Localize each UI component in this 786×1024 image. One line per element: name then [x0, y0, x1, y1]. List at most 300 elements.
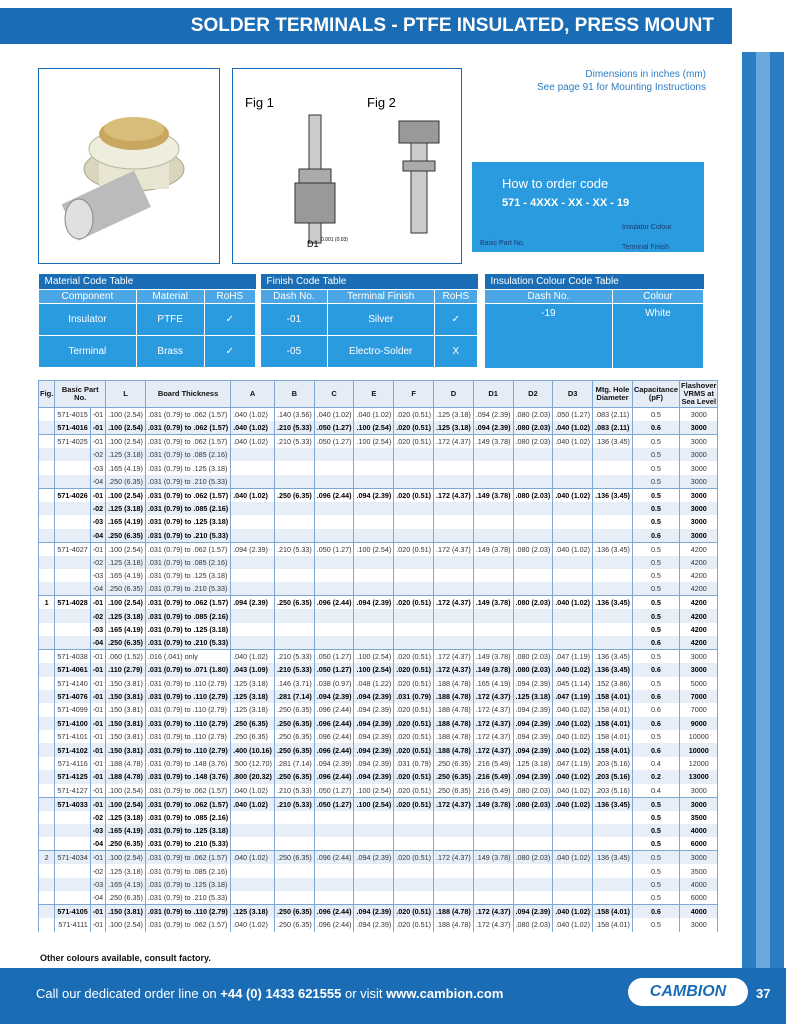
- table-cell: .100 (2.54): [106, 488, 146, 502]
- table-cell: 0.5: [632, 435, 679, 449]
- table-cell: [593, 609, 633, 622]
- table-cell: .031 (0.79) to .210 (5.33): [145, 837, 230, 851]
- table-cell: [39, 650, 55, 664]
- table-cell: .216 (5.49): [473, 770, 513, 783]
- table-cell: [354, 824, 394, 837]
- table-cell: [314, 461, 354, 474]
- table-cell: 571-4038: [55, 650, 90, 664]
- table-cell: [274, 811, 314, 824]
- table-cell: -01: [90, 690, 105, 703]
- table-cell: [394, 878, 434, 891]
- table-cell: [473, 475, 513, 489]
- table-cell: [513, 864, 553, 877]
- table-cell: [593, 502, 633, 515]
- table-cell: [274, 837, 314, 851]
- table-cell: [231, 864, 275, 877]
- table-cell: -02: [90, 448, 105, 461]
- table-cell: -01: [90, 421, 105, 435]
- table-cell: .216 (5.49): [473, 757, 513, 770]
- table-cell: .136 (3.45): [593, 542, 633, 556]
- table-cell: .031 (0.79) to .210 (5.33): [145, 475, 230, 489]
- table-cell: .149 (3.78): [473, 435, 513, 449]
- table-cell: .188 (4.78): [106, 770, 146, 783]
- table-cell: .250 (6.35): [274, 743, 314, 756]
- table-cell: 3000: [680, 421, 718, 435]
- table-cell: 3500: [680, 864, 718, 877]
- table-cell: 0.5: [632, 596, 679, 610]
- table-cell: .100 (2.54): [354, 650, 394, 664]
- table-cell: [231, 569, 275, 582]
- table-cell: .040 (1.02): [553, 542, 593, 556]
- table-cell: 4200: [680, 582, 718, 596]
- table-cell: .094 (2.39): [354, 488, 394, 502]
- table-cell: 571-4101: [55, 730, 90, 743]
- table-cell: 7000: [680, 703, 718, 716]
- table-cell: 3000: [680, 784, 718, 798]
- table-row: [39, 408, 718, 422]
- table-cell: [39, 582, 55, 596]
- table-cell: 0.5: [632, 918, 679, 931]
- table-cell: [39, 743, 55, 756]
- table-cell: .031 (0.79) to .125 (3.18): [145, 824, 230, 837]
- table-cell: [39, 569, 55, 582]
- table-cell: [354, 878, 394, 891]
- table-cell: [39, 757, 55, 770]
- table-cell: [593, 475, 633, 489]
- table-cell: [593, 891, 633, 905]
- table-cell: .094 (2.39): [354, 851, 394, 865]
- header: [0, 0, 786, 52]
- table-cell: [39, 421, 55, 435]
- table-cell: 4000: [680, 905, 718, 919]
- table-cell: .020 (0.51): [394, 717, 434, 730]
- table-cell: .158 (4.01): [593, 703, 633, 716]
- table-cell: .188 (4.78): [434, 918, 474, 931]
- table-cell: [553, 556, 593, 569]
- table-cell: .110 (2.79): [106, 663, 146, 676]
- table-cell: .040 (1.02): [553, 596, 593, 610]
- table-cell: 0.5: [632, 408, 679, 422]
- table-cell: .172 (4.37): [473, 905, 513, 919]
- table-row: [39, 891, 718, 905]
- table-cell: 0.5: [632, 488, 679, 502]
- table-cell: [274, 475, 314, 489]
- table-cell: 0.6: [632, 636, 679, 650]
- table-cell: [55, 461, 90, 474]
- table-cell: .083 (2.11): [593, 421, 633, 435]
- table-cell: [354, 609, 394, 622]
- table-cell: [394, 636, 434, 650]
- table-cell: .031 (0.79) to .110 (2.79): [145, 730, 230, 743]
- table-cell: .040 (1.02): [553, 663, 593, 676]
- table-cell: .031 (0.79) to .125 (3.18): [145, 623, 230, 636]
- table-cell: 4200: [680, 569, 718, 582]
- table-cell: .020 (0.51): [394, 703, 434, 716]
- table-cell: .094 (2.39): [354, 770, 394, 783]
- table-cell: [394, 502, 434, 515]
- table-row: [39, 797, 718, 811]
- table-cell: 571-4025: [55, 435, 90, 449]
- table-cell: .094 (2.39): [354, 905, 394, 919]
- table-cell: .094 (2.39): [354, 730, 394, 743]
- table-cell: .125 (3.18): [106, 864, 146, 877]
- table-cell: .146 (3.71): [274, 677, 314, 690]
- table-cell: .158 (4.01): [593, 905, 633, 919]
- table-cell: [231, 824, 275, 837]
- table-cell: 5000: [680, 677, 718, 690]
- table-cell: [231, 891, 275, 905]
- table-cell: [55, 556, 90, 569]
- table-cell: .150 (3.81): [106, 703, 146, 716]
- finish-table: Finish Code Table Dash No. Terminal Finish RoHS -01 Silver ✓ -05 Electro-Solder X: [260, 274, 478, 368]
- table-cell: .048 (1.22): [354, 677, 394, 690]
- table-cell: .172 (4.37): [434, 488, 474, 502]
- table-cell: [55, 864, 90, 877]
- table-cell: -01: [90, 596, 105, 610]
- table-cell: [55, 475, 90, 489]
- table-cell: [39, 475, 55, 489]
- table-cell: 0.4: [632, 784, 679, 798]
- table-row: [39, 529, 718, 543]
- table-cell: .250 (6.35): [274, 596, 314, 610]
- table-cell: .125 (3.18): [106, 609, 146, 622]
- table-cell: [473, 461, 513, 474]
- table-cell: 9000: [680, 717, 718, 730]
- table-cell: -01: [90, 542, 105, 556]
- table-cell: .031 (0.79) to .125 (3.18): [145, 569, 230, 582]
- table-cell: 3000: [680, 435, 718, 449]
- table-cell: .150 (3.81): [106, 690, 146, 703]
- table-cell: [593, 569, 633, 582]
- table-cell: .094 (2.39): [513, 703, 553, 716]
- table-cell: .020 (0.51): [394, 730, 434, 743]
- table-cell: [314, 609, 354, 622]
- table-cell: [39, 542, 55, 556]
- table-cell: .100 (2.54): [106, 784, 146, 798]
- table-cell: .250 (6.35): [231, 717, 275, 730]
- table-cell: [39, 677, 55, 690]
- table-cell: -01: [90, 905, 105, 919]
- table-cell: .250 (6.35): [106, 582, 146, 596]
- table-cell: [231, 448, 275, 461]
- table-cell: [473, 609, 513, 622]
- table-cell: .047 (1.19): [553, 757, 593, 770]
- table-cell: .210 (5.33): [274, 421, 314, 435]
- table-cell: [394, 529, 434, 543]
- table-row: [39, 690, 718, 703]
- table-cell: .136 (3.45): [593, 851, 633, 865]
- table-cell: .031 (0.79) to .085 (2.16): [145, 811, 230, 824]
- table-row: [39, 556, 718, 569]
- table-cell: 571-4026: [55, 488, 90, 502]
- table-cell: -01: [90, 703, 105, 716]
- table-cell: 4200: [680, 596, 718, 610]
- table-cell: [274, 864, 314, 877]
- table-cell: .031 (0.79) to .085 (2.16): [145, 448, 230, 461]
- table-cell: .096 (2.44): [314, 918, 354, 931]
- table-cell: .031 (0.79) to .110 (2.79): [145, 717, 230, 730]
- table-cell: 0.5: [632, 878, 679, 891]
- table-row: [39, 703, 718, 716]
- table-cell: .281 (7.14): [274, 757, 314, 770]
- table-cell: 0.5: [632, 502, 679, 515]
- table-cell: .040 (1.02): [231, 435, 275, 449]
- table-cell: [434, 582, 474, 596]
- table-row: [39, 569, 718, 582]
- table-cell: [354, 582, 394, 596]
- table-cell: [39, 703, 55, 716]
- table-cell: -04: [90, 837, 105, 851]
- table-cell: .100 (2.54): [106, 918, 146, 931]
- table-cell: [394, 569, 434, 582]
- table-cell: .149 (3.78): [473, 851, 513, 865]
- table-cell: .094 (2.39): [473, 421, 513, 435]
- table-cell: .038 (0.97): [314, 677, 354, 690]
- table-cell: .031 (0.79) to .085 (2.16): [145, 556, 230, 569]
- table-cell: [274, 636, 314, 650]
- table-cell: .020 (0.51): [394, 770, 434, 783]
- table-row: [39, 811, 718, 824]
- dimension-diagram: [232, 68, 462, 264]
- table-cell: 571-4116: [55, 757, 90, 770]
- table-cell: [274, 448, 314, 461]
- table-cell: .040 (1.02): [553, 703, 593, 716]
- table-cell: [314, 569, 354, 582]
- table-cell: .100 (2.54): [354, 784, 394, 798]
- table-cell: 571-4016: [55, 421, 90, 435]
- page-number: 37: [756, 986, 771, 1001]
- table-cell: 0.6: [632, 703, 679, 716]
- table-cell: -01: [90, 408, 105, 422]
- table-cell: [593, 878, 633, 891]
- table-cell: -01: [90, 784, 105, 798]
- table-cell: [473, 623, 513, 636]
- table-row: [39, 609, 718, 622]
- table-cell: [513, 811, 553, 824]
- table-cell: 571-4140: [55, 677, 90, 690]
- table-cell: .094 (2.39): [513, 770, 553, 783]
- table-cell: 10000: [680, 743, 718, 756]
- table-cell: .031 (0.79) to .110 (2.79): [145, 690, 230, 703]
- table-cell: -03: [90, 515, 105, 528]
- table-cell: .045 (1.14): [553, 677, 593, 690]
- table-cell: 0.5: [632, 461, 679, 474]
- table-cell: .031 (0.79) to .062 (1.57): [145, 542, 230, 556]
- table-cell: [593, 582, 633, 596]
- table-cell: .031 (0.79) to .210 (5.33): [145, 891, 230, 905]
- table-cell: 4200: [680, 542, 718, 556]
- table-cell: .020 (0.51): [394, 421, 434, 435]
- table-cell: [314, 636, 354, 650]
- table-cell: [55, 811, 90, 824]
- table-cell: -03: [90, 878, 105, 891]
- table-cell: .281 (7.14): [274, 690, 314, 703]
- table-cell: .031 (0.79) to .110 (2.79): [145, 677, 230, 690]
- table-cell: [593, 636, 633, 650]
- table-cell: .250 (6.35): [274, 730, 314, 743]
- table-cell: .031 (0.79) to .062 (1.57): [145, 596, 230, 610]
- table-cell: .250 (6.35): [274, 717, 314, 730]
- table-cell: .094 (2.39): [354, 757, 394, 770]
- website-link[interactable]: www.cambion.com: [386, 986, 504, 1001]
- table-cell: .080 (2.03): [513, 542, 553, 556]
- table-cell: 0.5: [632, 851, 679, 865]
- table-cell: [473, 878, 513, 891]
- table-cell: [434, 824, 474, 837]
- table-cell: [39, 837, 55, 851]
- table-cell: .040 (1.02): [553, 743, 593, 756]
- table-cell: [55, 515, 90, 528]
- table-cell: -01: [90, 770, 105, 783]
- table-row: [39, 730, 718, 743]
- table-cell: [274, 461, 314, 474]
- table-cell: .125 (3.18): [231, 905, 275, 919]
- table-cell: .080 (2.03): [513, 596, 553, 610]
- table-cell: .100 (2.54): [106, 851, 146, 865]
- table-cell: [314, 582, 354, 596]
- table-cell: [473, 569, 513, 582]
- table-cell: [473, 529, 513, 543]
- table-cell: 571-4028: [55, 596, 90, 610]
- table-cell: .125 (3.18): [106, 556, 146, 569]
- side-stripe: [770, 0, 784, 1024]
- table-cell: .165 (4.19): [106, 461, 146, 474]
- table-cell: .125 (3.18): [513, 690, 553, 703]
- table-cell: [314, 891, 354, 905]
- d1-label: D1: [307, 239, 319, 249]
- table-cell: [434, 502, 474, 515]
- table-cell: 4200: [680, 623, 718, 636]
- table-cell: .096 (2.44): [314, 717, 354, 730]
- table-cell: [553, 529, 593, 543]
- table-cell: 0.5: [632, 891, 679, 905]
- table-cell: [593, 623, 633, 636]
- table-cell: -01: [90, 677, 105, 690]
- table-cell: 4200: [680, 556, 718, 569]
- table-cell: .125 (3.18): [231, 677, 275, 690]
- table-cell: [314, 878, 354, 891]
- table-cell: -04: [90, 582, 105, 596]
- table-cell: .149 (3.78): [473, 488, 513, 502]
- table-row: [39, 461, 718, 474]
- table-cell: [553, 864, 593, 877]
- table-cell: [39, 448, 55, 461]
- table-cell: .100 (2.54): [354, 663, 394, 676]
- table-row: [39, 421, 718, 435]
- order-code-box: How to order code 571 - 4XXX - XX - XX - 19 Insulator Colour Basic Part No. Terminal Finish: [472, 162, 704, 262]
- fig2-label: Fig 2: [367, 95, 396, 110]
- table-row: [39, 515, 718, 528]
- table-cell: [513, 556, 553, 569]
- table-cell: [394, 811, 434, 824]
- table-cell: [553, 623, 593, 636]
- table-cell: [513, 824, 553, 837]
- table-cell: -02: [90, 609, 105, 622]
- table-cell: [39, 905, 55, 919]
- table-cell: 0.2: [632, 770, 679, 783]
- table-cell: .080 (2.03): [513, 421, 553, 435]
- table-cell: .047 (1.19): [553, 650, 593, 664]
- table-cell: .140 (3.56): [274, 408, 314, 422]
- table-cell: [593, 529, 633, 543]
- product-photo: [38, 68, 220, 264]
- table-cell: [39, 529, 55, 543]
- table-cell: .040 (1.02): [354, 408, 394, 422]
- table-cell: .188 (4.78): [434, 743, 474, 756]
- table-cell: .080 (2.03): [513, 435, 553, 449]
- table-cell: .050 (1.27): [553, 408, 593, 422]
- table-row: [39, 488, 718, 502]
- table-cell: [314, 824, 354, 837]
- table-cell: .250 (6.35): [106, 636, 146, 650]
- table-cell: .250 (6.35): [106, 891, 146, 905]
- table-cell: .094 (2.39): [231, 542, 275, 556]
- table-cell: [354, 556, 394, 569]
- table-cell: .031 (0.79) to .062 (1.57): [145, 408, 230, 422]
- table-cell: [593, 556, 633, 569]
- table-row: [39, 435, 718, 449]
- table-cell: [231, 636, 275, 650]
- table-cell: 571-4061: [55, 663, 90, 676]
- table-cell: [314, 529, 354, 543]
- table-cell: [39, 461, 55, 474]
- table-cell: 0.5: [632, 542, 679, 556]
- table-cell: .031 (0.79) to .085 (2.16): [145, 864, 230, 877]
- table-cell: [274, 515, 314, 528]
- table-cell: 571-4027: [55, 542, 90, 556]
- table-cell: .031 (0.79) to .062 (1.57): [145, 797, 230, 811]
- table-cell: .100 (2.54): [106, 435, 146, 449]
- table-cell: [231, 811, 275, 824]
- table-cell: [314, 837, 354, 851]
- table-cell: [39, 918, 55, 931]
- table-cell: [434, 475, 474, 489]
- table-cell: .250 (6.35): [106, 529, 146, 543]
- table-cell: [231, 609, 275, 622]
- table-cell: 0.6: [632, 529, 679, 543]
- table-cell: .125 (3.18): [106, 448, 146, 461]
- table-cell: .031 (0.79): [394, 757, 434, 770]
- table-cell: [593, 448, 633, 461]
- table-cell: .031 (0.79) to .062 (1.57): [145, 918, 230, 931]
- table-cell: .031 (0.79) to .085 (2.16): [145, 502, 230, 515]
- table-cell: .031 (0.79) to .110 (2.79): [145, 905, 230, 919]
- table-cell: [434, 811, 474, 824]
- table-cell: .188 (4.78): [434, 905, 474, 919]
- table-cell: [314, 556, 354, 569]
- table-cell: 0.5: [632, 677, 679, 690]
- table-cell: 13000: [680, 770, 718, 783]
- table-cell: 3500: [680, 811, 718, 824]
- table-cell: [434, 636, 474, 650]
- table-cell: [314, 448, 354, 461]
- table-cell: [513, 502, 553, 515]
- table-cell: -01: [90, 851, 105, 865]
- table-cell: [434, 515, 474, 528]
- table-cell: .188 (4.78): [434, 677, 474, 690]
- table-cell: [593, 837, 633, 851]
- table-cell: .020 (0.51): [394, 797, 434, 811]
- table-cell: .080 (2.03): [513, 408, 553, 422]
- table-cell: 12000: [680, 757, 718, 770]
- spec-table: Fig. Basic Part No. L Board Thickness A B C E F D D1 D2 D3 Mtg. Hole Diameter Capacitance (pF) Flashover VRMS at Sea Level 571-4015 -01 .100 (2.54) .031 (0.79) to .062 (1.57) .040 (1.02) .140 (3.56) .040 (1.02) .040 (1.02) .020 (0.51) .125 (3.18) .094 (2.39) .080 (2.03) .050 (1.27) .083 (2.11) 0.5 3000 571-4016 -01 .100 (2.54) .031 (0.79) to .062 (1.57) .040 (1.02) .210 (5.33) .050 (1.27) .100 (2.54) .020 (0.51) .125 (3.18) .094 (2.39) .080 (2.03) .040 (1.02) .083 (2.11) 0.6 3000 571-4025 -01 .100 (2.54) .031 (0.79) to .062 (1.57) .040 (1.02) .210 (5.33) .050 (1.27) .100 (2.54) .020 (0.51) .172 (4.37) .149 (3.78) .080 (2.03) .040 (1.02) .136 (3.45) 0.5 3000 -02 .125 (3.18) .031 (0.79) to .085 (2.16) 0.5 3000 -03 .165 (4.19) .031 (0.79) to .125 (3.18) 0.5 3000 -04 .250 (6.35) .031 (0.79) to .210 (5.33) 0.5 3000 571-4026 -01 .100 (2.54) .031 (0.79) to .062 (1.57) .040 (1.02) .250 (6.35) .096 (2.44) .094 (2.39) .020 (0.51) .172 (4.37) .149 (3.78) .080 (2.03) .040 (1.02) .136 (3.45) 0.5 3000 -02 .125 (3.18) .031 (0.79) to .085 (2.16) 0.5 3000 -03 .165 (4.19) .031 (0.79) to .125 (3.18) 0.5 3000 -04 .250 (6.35) .031 (0.79) to .210 (5.33) 0.6 3000 571-4027 -01 .100 (2.54) .031 (0.79) to .062 (1.57) .094 (2.39) .210 (5.33) .050 (1.27) .100 (2.54) .020 (0.51) .172 (4.37) .149 (3.78) .080 (2.03) .040 (1.02) .136 (3.45) 0.5 4200 -02 .125 (3.18) .031 (0.79) to .085 (2.16) 0.5 4200 -03 .165 (4.19) .031 (0.79) to .125 (3.18) 0.5 4200 -04 .250 (6.35) .031 (0.79) to .210 (5.33) 0.5 4200 1 571-4028 -01 .100 (2.54) .031 (0.79) to .062 (1.57) .094 (2.39) .250 (6.35) .096 (2.44) .094 (2.39) .020 (0.51) .172 (4.37) .149 (3.78) .080 (2.03) .040 (1.02) .136 (3.45) 0.5 4200 -02 .125 (3.18) .031 (0.79) to .085 (2.16) 0.5 4200 -03 .165 (4.19) .031 (0.79) to .125 (3.18) 0.5 4200 -04 .250 (6.35) .031 (0.79) to .210 (5.33) 0.6 4200 571-4038 -01 .060 (1.52) .016 (.041) only .040 (1.02) .210 (5.33) .050 (1.27) .100 (2.54) .020 (0.51) .172 (4.37) .149 (3.78) .080 (2.03) .047 (1.19) .136 (3.45) 0.5 3000 571-4061 -01 .110 (2.79) .031 (0.79) to .071 (1.80) .043 (1.09) .210 (5.33) .050 (1.27) .100 (2.54) .020 (0.51) .172 (4.37) .149 (3.78) .080 (2.03) .040 (1.02) .136 (3.45) 0.6 3000 571-4140 -01 .150 (3.81) .031 (0.79) to .110 (2.79) .125 (3.18) .146 (3.71) .038 (0.97) .048 (1.22) .020 (0.51) .188 (4.78) .165 (4.19) .094 (2.39) .045 (1.14) .152 (3.86) 0.5 5000 571-4076 -01 .150 (3.81) .031 (0.79) to .110 (2.79) .125 (3.18) .281 (7.14) .094 (2.39) .094 (2.39) .031 (0.79) .188 (4.78) .172 (4.37) .125 (3.18) .047 (1.19) .158 (4.01) 0.6 7000 571-4099 -01 .150 (3.81) .031 (0.79) to .110 (2.79) .125 (3.18) .250 (6.35) .096 (2.44) .094 (2.39) .020 (0.51) .188 (4.78) .172 (4.37) .094 (2.39) .040 (1.02) .158 (4.01) 0.6 7000 571-4100 -01 .150 (3.81) .031 (0.79) to .110 (2.79) .250 (6.35) .250 (6.35) .096 (2.44) .094 (2.39) .020 (0.51) .188 (4.78) .172 (4.37) .094 (2.39) .040 (1.02) .158 (4.01) 0.6 9000 571-4101 -01 .150 (3.81) .031 (0.79) to .110 (2.79) .250 (6.35) .250 (6.35) .096 (2.44) .094 (2.39) .020 (0.51) .188 (4.78) .172 (4.37) .094 (2.39) .040 (1.02) .158 (4.01) 0.5 10000 571-4102 -01 .150 (3.81) .031 (0.79) to .110 (2.79) .400 (10.16) .250 (6.35) .096 (2.44) .094 (2.39) .020 (0.51) .188 (4.78) .172 (4.37) .094 (2.39) .040 (1.02) .158 (4.01) 0.6 10000 571-4116 -01 .188 (4.78) .031 (0.79) to .148 (3.76) .500 (12.70) .281 (7.14) .094 (2.39) .094 (2.39) .031 (0.79) .250 (6.35) .216 (5.49) .125 (3.18) .047 (1.19) .203 (5.16) 0.4 12000 571-4125 -01 .188 (4.78) .031 (0.79) to .148 (3.76) .800 (20.32) .250 (6.35) .096 (2.44) .094 (2.39) .020 (0.51) .250 (6.35) .216 (5.49) .094 (2.39) .040 (1.02) .203 (5.16) 0.2 13000 571-4127 -01 .100 (2.54) .031 (0.79) to .062 (1.57) .040 (1.02) .210 (5.33) .050 (1.27) .100 (2.54) .020 (0.51) .250 (6.35) .216 (5.49) .080 (2.03) .040 (1.02) .203 (5.16) 0.4 3000 571-4033 -01 .100 (2.54) .031 (0.79) to .062 (1.57) .040 (1.02) .210 (5.33) .050 (1.27) .100 (2.54) .020 (0.51) .172 (4.37) .149 (3.78) .080 (2.03) .040 (1.02) .136 (3.45) 0.5 3000 -02 .125 (3.18) .031 (0.79) to .085 (2.16) 0.5 3500 -03 .165 (4.19) .031 (0.79) to .125 (3.18) 0.5 4000 -04 .250 (6.35) .031 (0.79) to .210 (5.33) 0.5 6000 2 571-4034 -01 .100 (2.54) .031 (0.79) to .062 (1.57) .040 (1.02) .250 (6.35) .096 (2.44) .094 (2.39) .020 (0.51) .172 (4.37) .149 (3.78) .080 (2.03) .040 (1.02) .136 (3.45) 0.5 3000 -02 .125 (3.18) .031 (0.79) to .085 (2.16) 0.5 3500 -03 .165 (4.19) .031 (0.79) to .125 (3.18) 0.5 4000 -04 .250 (6.35) .031 (0.79) to .210 (5.33) 0.5 6000 571-4105 -01 .150 (3.81) .031 (0.79) to .110 (2.79) .125 (3.18) .250 (6.35) .096 (2.44) .094 (2.39) .020 (0.51) .188 (4.78) .172 (4.37) .094 (2.39) .040 (1.02) .158 (4.01) 0.6 4000 571-4111 -01 .100 (2.54) .031 (0.79) to .062 (1.57) .040 (1.02) .250 (6.35) .096 (2.44) .094 (2.39) .020 (0.51) .188 (4.78) .172 (4.37) .080 (2.03) .040 (1.02) .158 (4.01) 0.5 3000: [38, 380, 718, 932]
- table-cell: .031 (0.79) to .210 (5.33): [145, 636, 230, 650]
- table-cell: .172 (4.37): [473, 717, 513, 730]
- table-cell: .094 (2.39): [354, 717, 394, 730]
- table-cell: [553, 582, 593, 596]
- table-cell: [394, 864, 434, 877]
- table-cell: 3000: [680, 797, 718, 811]
